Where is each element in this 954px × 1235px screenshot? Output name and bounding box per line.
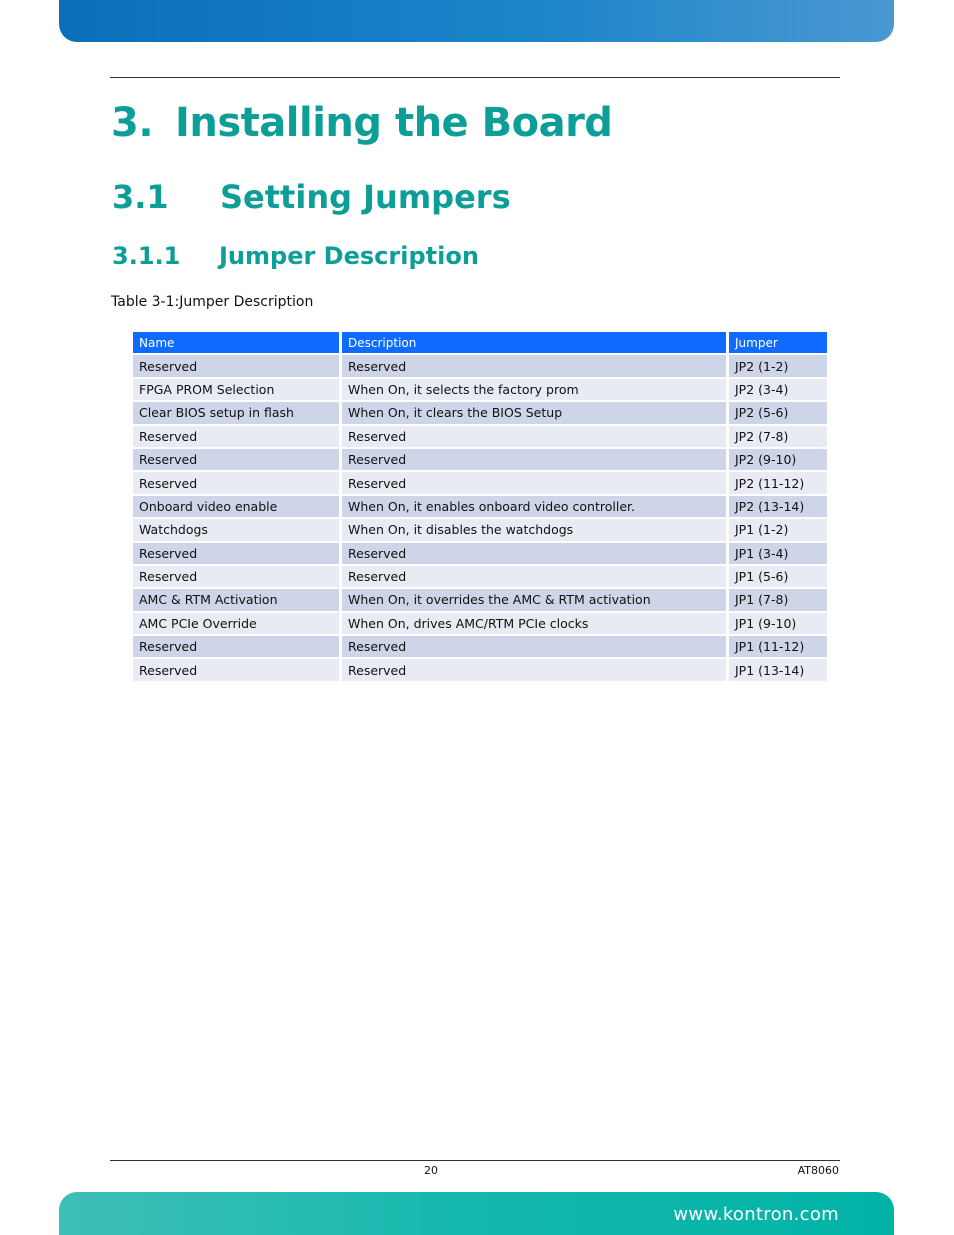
footer-banner	[59, 1192, 894, 1235]
footer-rule	[110, 1160, 840, 1161]
chapter-number: 3.	[111, 100, 154, 146]
table-row	[133, 472, 827, 493]
cell-description: Reserved	[342, 449, 726, 470]
cell-description: Reserved	[342, 636, 726, 657]
table-row	[133, 379, 827, 400]
cell-jumper: JP1 (9-10)	[729, 613, 827, 634]
cell-name: Reserved	[133, 543, 339, 564]
header-banner	[59, 0, 894, 42]
section-heading	[112, 178, 511, 216]
cell-jumper: JP1 (13-14)	[729, 659, 827, 680]
cell-jumper: JP1 (3-4)	[729, 543, 827, 564]
section-number: 3.1	[112, 178, 169, 216]
cell-description: Reserved	[342, 659, 726, 680]
page-number: 20	[424, 1164, 438, 1177]
cell-description: When On, drives AMC/RTM PCIe clocks	[342, 613, 726, 634]
table-row	[133, 636, 827, 657]
cell-name: Reserved	[133, 566, 339, 587]
cell-jumper: JP2 (11-12)	[729, 472, 827, 493]
cell-jumper: JP2 (1-2)	[729, 355, 827, 376]
section-title: Setting Jumpers	[220, 178, 511, 216]
table-row	[133, 589, 827, 610]
cell-name: FPGA PROM Selection	[133, 379, 339, 400]
jumper-table	[130, 330, 830, 683]
cell-name: Reserved	[133, 426, 339, 447]
table-row	[133, 402, 827, 423]
chapter-title: Installing the Board	[175, 100, 613, 146]
subsection-heading	[112, 242, 479, 270]
table-row	[133, 659, 827, 680]
cell-description: When On, it overrides the AMC & RTM activation	[342, 589, 726, 610]
header-name: Name	[133, 332, 339, 353]
cell-jumper: JP2 (5-6)	[729, 402, 827, 423]
cell-description: When On, it selects the factory prom	[342, 379, 726, 400]
cell-name: Clear BIOS setup in flash	[133, 402, 339, 423]
cell-description: Reserved	[342, 566, 726, 587]
cell-jumper: JP1 (11-12)	[729, 636, 827, 657]
table-row	[133, 613, 827, 634]
cell-description: Reserved	[342, 355, 726, 376]
cell-jumper: JP1 (1-2)	[729, 519, 827, 540]
cell-jumper: JP1 (7-8)	[729, 589, 827, 610]
cell-jumper: JP2 (3-4)	[729, 379, 827, 400]
cell-description: Reserved	[342, 472, 726, 493]
cell-name: Watchdogs	[133, 519, 339, 540]
cell-jumper: JP2 (13-14)	[729, 496, 827, 517]
table-header-row	[133, 332, 827, 353]
header-rule	[110, 77, 840, 78]
table-row	[133, 496, 827, 517]
cell-name: Reserved	[133, 355, 339, 376]
table-row	[133, 426, 827, 447]
cell-description: Reserved	[342, 426, 726, 447]
document-id: AT8060	[797, 1164, 839, 1177]
table-caption: Table 3-1:Jumper Description	[111, 294, 314, 310]
cell-name: Reserved	[133, 449, 339, 470]
subsection-title: Jumper Description	[219, 242, 479, 270]
table-row	[133, 543, 827, 564]
website-link[interactable]: www.kontron.com	[673, 1204, 839, 1225]
table-row	[133, 355, 827, 376]
cell-jumper: JP1 (5-6)	[729, 566, 827, 587]
cell-description: When On, it clears the BIOS Setup	[342, 402, 726, 423]
table-row	[133, 566, 827, 587]
subsection-number: 3.1.1	[112, 242, 181, 270]
cell-name: AMC & RTM Activation	[133, 589, 339, 610]
header-jumper: Jumper	[729, 332, 827, 353]
cell-description: When On, it disables the watchdogs	[342, 519, 726, 540]
table-row	[133, 449, 827, 470]
cell-name: Reserved	[133, 472, 339, 493]
cell-jumper: JP2 (7-8)	[729, 426, 827, 447]
cell-name: Onboard video enable	[133, 496, 339, 517]
cell-name: Reserved	[133, 636, 339, 657]
cell-description: When On, it enables onboard video controller.	[342, 496, 726, 517]
header-description: Description	[342, 332, 726, 353]
cell-jumper: JP2 (9-10)	[729, 449, 827, 470]
cell-description: Reserved	[342, 543, 726, 564]
cell-name: Reserved	[133, 659, 339, 680]
chapter-heading	[111, 100, 612, 146]
table-row	[133, 519, 827, 540]
cell-name: AMC PCIe Override	[133, 613, 339, 634]
